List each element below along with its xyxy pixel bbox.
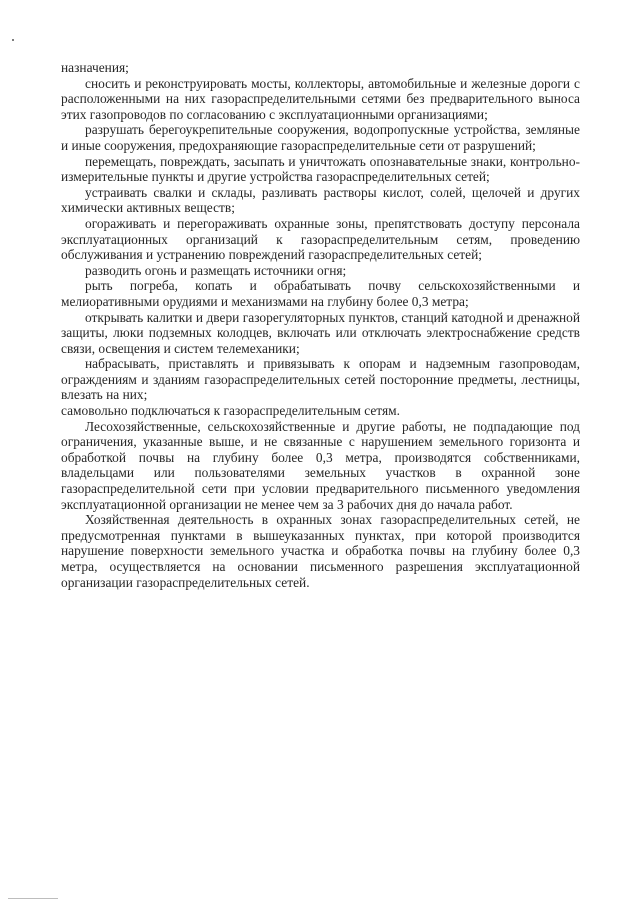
scan-speck [12,39,14,41]
paragraph-doors: открывать калитки и двери газорегуляторных пунктов, станций катодной и дренажной защиты, люки подземных колодцев, включать или отключать электроснабжение средств связи, освещения и систем телемеханики; [61,309,580,356]
paragraph-digging: рыть погреба, копать и обрабатывать почву сельскохозяйственными и мелиоративными орудиями и механизмами на глубину более 0,3 метра; [61,278,580,309]
paragraph-markers: перемещать, повреждать, засыпать и уничтожать опознавательные знаки, контрольно-измерительные пункты и другие устройства газораспределительных сетей; [61,153,580,185]
paragraph-purpose-continuation: назначения; [61,60,129,75]
paragraph-forestry-works: Лесохозяйственные, сельскохозяйственные и другие работы, не подпадающие под ограничения, указанные выше, и не связанные с нарушением земельного горизонта и обработкой почвы на глубину более 0,3 метра, производятся собственниками, владельцами или пользователями земельных участков в охранной зоне газораспределительной сети при условии предварительного письменного уведомления эксплуатационной организации не менее чем за 3 рабочих дня до начала работ. [61,418,580,512]
paragraph-connecting: самовольно подключаться к газораспределительным сетям. [61,403,400,419]
paragraph-bank-protection: разрушать берегоукрепительные сооружения, водопропускные устройства, земляные и иные сооружения, предохраняющие газораспределительные сети от разрушений; [61,122,580,153]
document-body [61,60,580,590]
paragraph-bridges: сносить и реконструировать мосты, коллекторы, автомобильные и железные дороги с расположенными на них газораспределительными сетями без предварительного выноса этих газопроводов по согласованию с эксплуатационными организациями; [61,75,580,122]
paragraph-fire: разводить огонь и размещать источники огня; [85,262,347,278]
scan-edge-line [8,898,58,899]
paragraph-economic-activity: Хозяйственная деятельность в охранных зонах газораспределительных сетей, не предусмотренная пунктами в вышеуказанных пунктах, при которой производится нарушение поверхности земельного участка и обработка почвы на глубину более 0,3 метра, осуществляется на основании письменного разрешения эксплуатационной организации газораспределительных сетей. [61,512,580,590]
paragraph-attaching: набрасывать, приставлять и привязывать к опорам и надземным газопроводам, ограждениям и зданиям газораспределительных сетей посторонние предметы, лестницы, влезать на них; [61,356,580,403]
paragraph-fencing: огораживать и перегораживать охранные зоны, препятствовать доступу персонала эксплуатационных организаций к газораспределительным сетям, проведению обслуживания и устранению повреждений газораспределительных сетей; [61,215,580,263]
paragraph-dumps: устраивать свалки и склады, разливать растворы кислот, солей, щелочей и других химически активных веществ; [61,184,580,216]
